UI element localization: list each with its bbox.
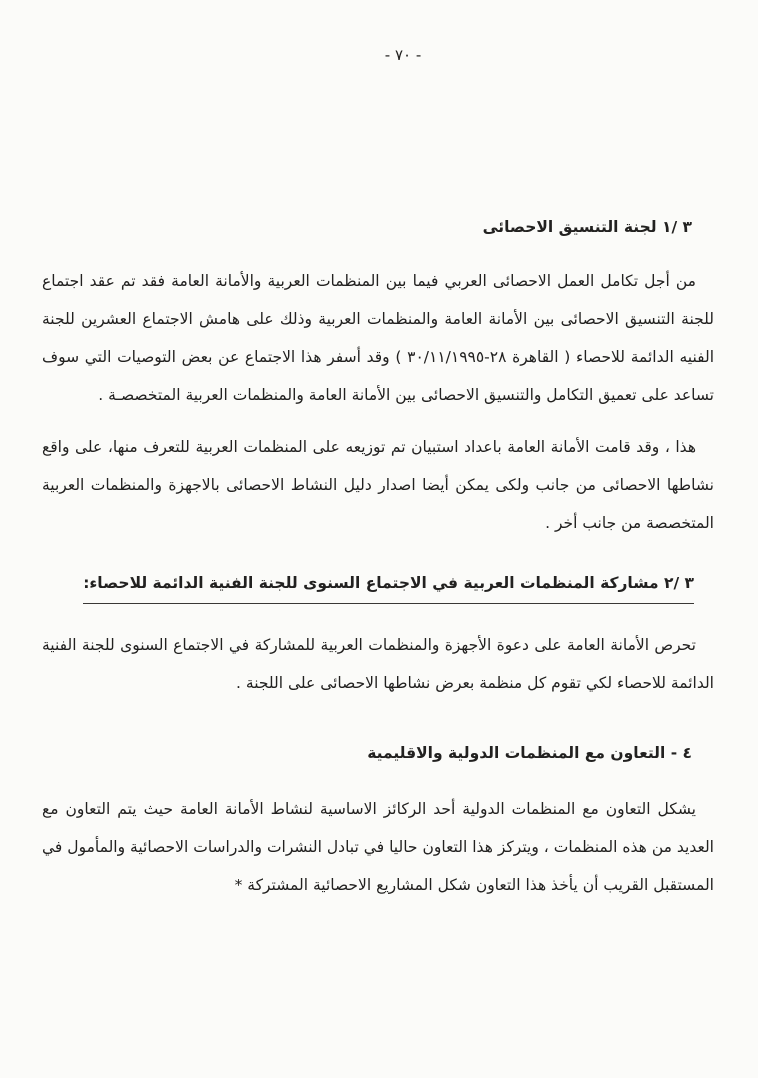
section-heading-3-2	[42, 572, 694, 604]
page-number: - ٧٠ -	[384, 46, 422, 64]
document-content	[0, 216, 758, 904]
paragraph-coordination-committee: من أجل تكامل العمل الاحصائى العربي فيما بين المنظمات العربية والأمانة العامة فقد تم عقد اجتماع للجنة التنسيق الاحصائى بين الأمانة العامة والمنظمات العربية وذلك على هامش الاجتماع العشرين للجنة الفنيه الدائمة للاحصاء ( القاهرة ٢٨-٣٠/١١/١٩٩٥ ) وقد أسفر هذا الاجتماع عن بعض التوصيات التي سوف تساعد على تعميق التكامل والتنسيق الاحصائى بين الأمانة العامة والمنظمات العربية المتخصصـة .	[42, 272, 715, 404]
paragraph-annual-meeting-participation: تحرص الأمانة العامة على دعوة الأجهزة والمنظمات العربية للمشاركة في الاجتماع السنوى للجنة الفنية الدائمة للاحصاء لكي تقوم كل منظمة بعرض نشاطها الاحصائى على اللجنة .	[42, 636, 714, 692]
section-heading-3-2-text: ٣ /٢ مشاركة المنظمات العربية في الاجتماع السنوى للجنة الفنية الدائمة للاحصاء:	[83, 572, 694, 604]
section-heading-4: ٤ - التعاون مع المنظمات الدولية والاقليمية	[367, 744, 692, 762]
paragraph-questionnaire: هذا ، وقد قامت الأمانة العامة باعداد استبيان تم توزيعه على المنظمات العربية للتعرف منها، على واقع نشاطها الاحصائى من جانب ولكى يمكن أيضا اصدار دليل النشاط الاحصائى بالاجهزة والمنظمات العربية المتخصصة من جانب أخر .	[42, 438, 714, 532]
paragraph-international-cooperation: يشكل التعاون مع المنظمات الدولية أحد الركائز الاساسية لنشاط الأمانة العامة حيث يتم التعاون مع العديد من هذه المنظمات ، ويتركز هذا التعاون حاليا في تبادل النشرات والدراسات الاحصائية والمأمول في المستقبل القريب أن يأخذ هذا التعاون شكل المشاريع الاحصائية المشتركة *	[42, 800, 714, 894]
section-heading-3-1: ٣ /١ لجنة التنسيق الاحصائى	[482, 218, 692, 236]
